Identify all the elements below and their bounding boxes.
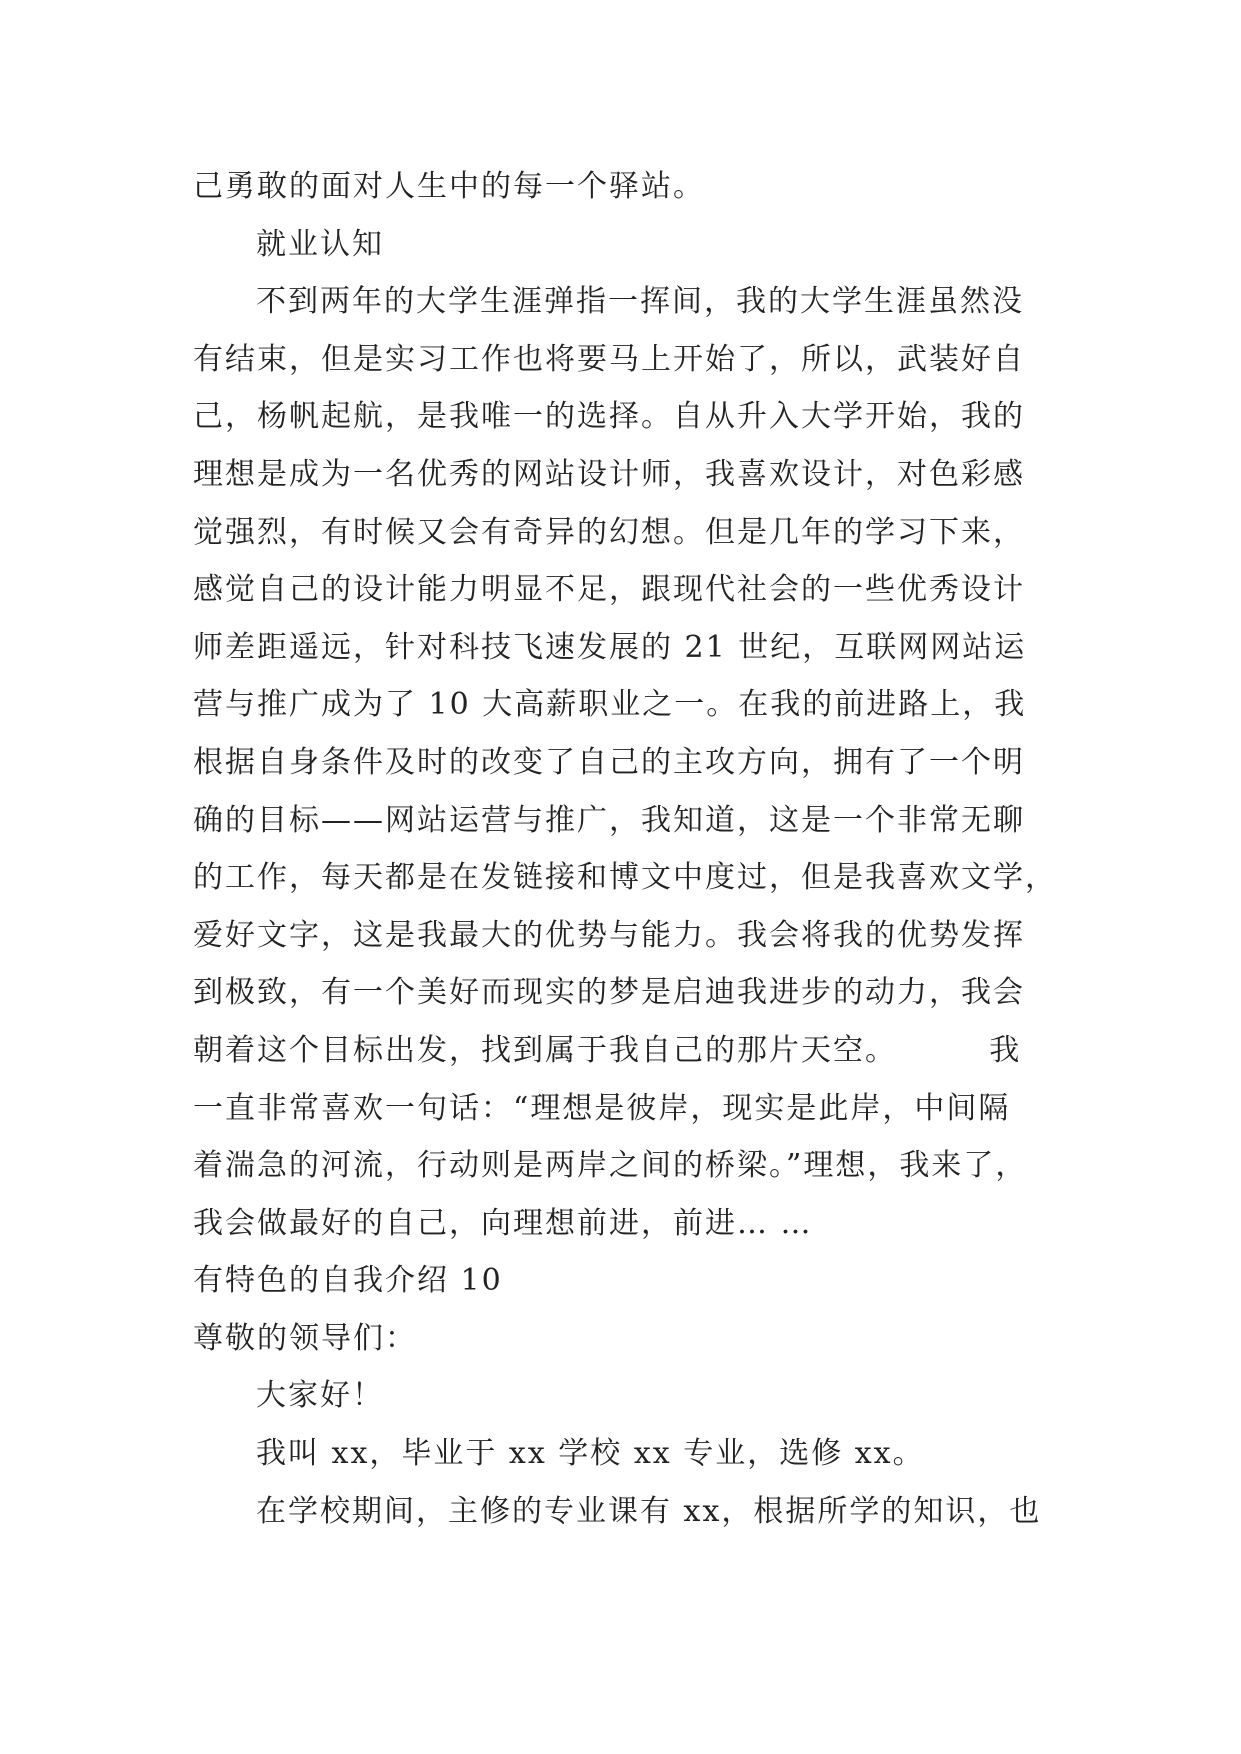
text-line: 确的目标——网站运营与推广，我知道，这是一个非常无聊 xyxy=(193,802,1025,838)
section-heading-employment-cognition: 就业认知 xyxy=(256,226,384,262)
text-line: 的工作，每天都是在发链接和博文中度过，但是我喜欢文学， xyxy=(193,860,1057,896)
text-line: 营与推广成为了 10 大高薪职业之一。在我的前进路上，我 xyxy=(193,687,1027,723)
salutation: 尊敬的领导们： xyxy=(193,1320,417,1356)
text-line: 着湍急的河流，行动则是两岸之间的桥梁。”理想，我来了， xyxy=(193,1148,1028,1184)
text-line: 一直非常喜欢一句话：“理想是彼岸，现实是此岸，中间隔 xyxy=(193,1090,1011,1126)
text-line: 理想是成为一名优秀的网站设计师，我喜欢设计，对色彩感 xyxy=(193,456,1025,492)
text-line: 我会做最好的自己，向理想前进，前进… … xyxy=(193,1205,813,1241)
text-line: 有结束，但是实习工作也将要马上开始了，所以，武装好自 xyxy=(193,341,1025,377)
text-line: 己，杨帆起航，是我唯一的选择。自从升入大学开始，我的 xyxy=(193,399,1025,435)
text-line: 朝着这个目标出发，找到属于我自己的那片天空。 我 xyxy=(193,1032,1022,1068)
text-line: 我叫 xx，毕业于 xx 学校 xx 专业，选修 xx。 xyxy=(256,1436,925,1472)
text-line: 爱好文字，这是我最大的优势与能力。我会将我的优势发挥 xyxy=(193,917,1025,953)
text-line: 感觉自己的设计能力明显不足，跟现代社会的一些优秀设计 xyxy=(193,572,1025,608)
section-heading-intro-10: 有特色的自我介绍 10 xyxy=(193,1263,503,1299)
greeting: 大家好！ xyxy=(256,1378,384,1414)
text-line: 在学校期间，主修的专业课有 xx，根据所学的知识，也 xyxy=(256,1493,1042,1529)
text-line: 觉强烈，有时候又会有奇异的幻想。但是几年的学习下来， xyxy=(193,514,1025,550)
text-line: 己勇敢的面对人生中的每一个驿站。 xyxy=(193,169,705,204)
document-body xyxy=(193,158,1073,1540)
text-line: 不到两年的大学生涯弹指一挥间，我的大学生涯虽然没 xyxy=(256,284,1024,320)
text-line: 根据自身条件及时的改变了自己的主攻方向，拥有了一个明 xyxy=(193,744,1025,780)
text-line: 师差距遥远，针对科技飞速发展的 21 世纪，互联网网站运 xyxy=(193,629,1027,665)
text-line: 到极致，有一个美好而现实的梦是启迪我进步的动力，我会 xyxy=(193,975,1025,1011)
